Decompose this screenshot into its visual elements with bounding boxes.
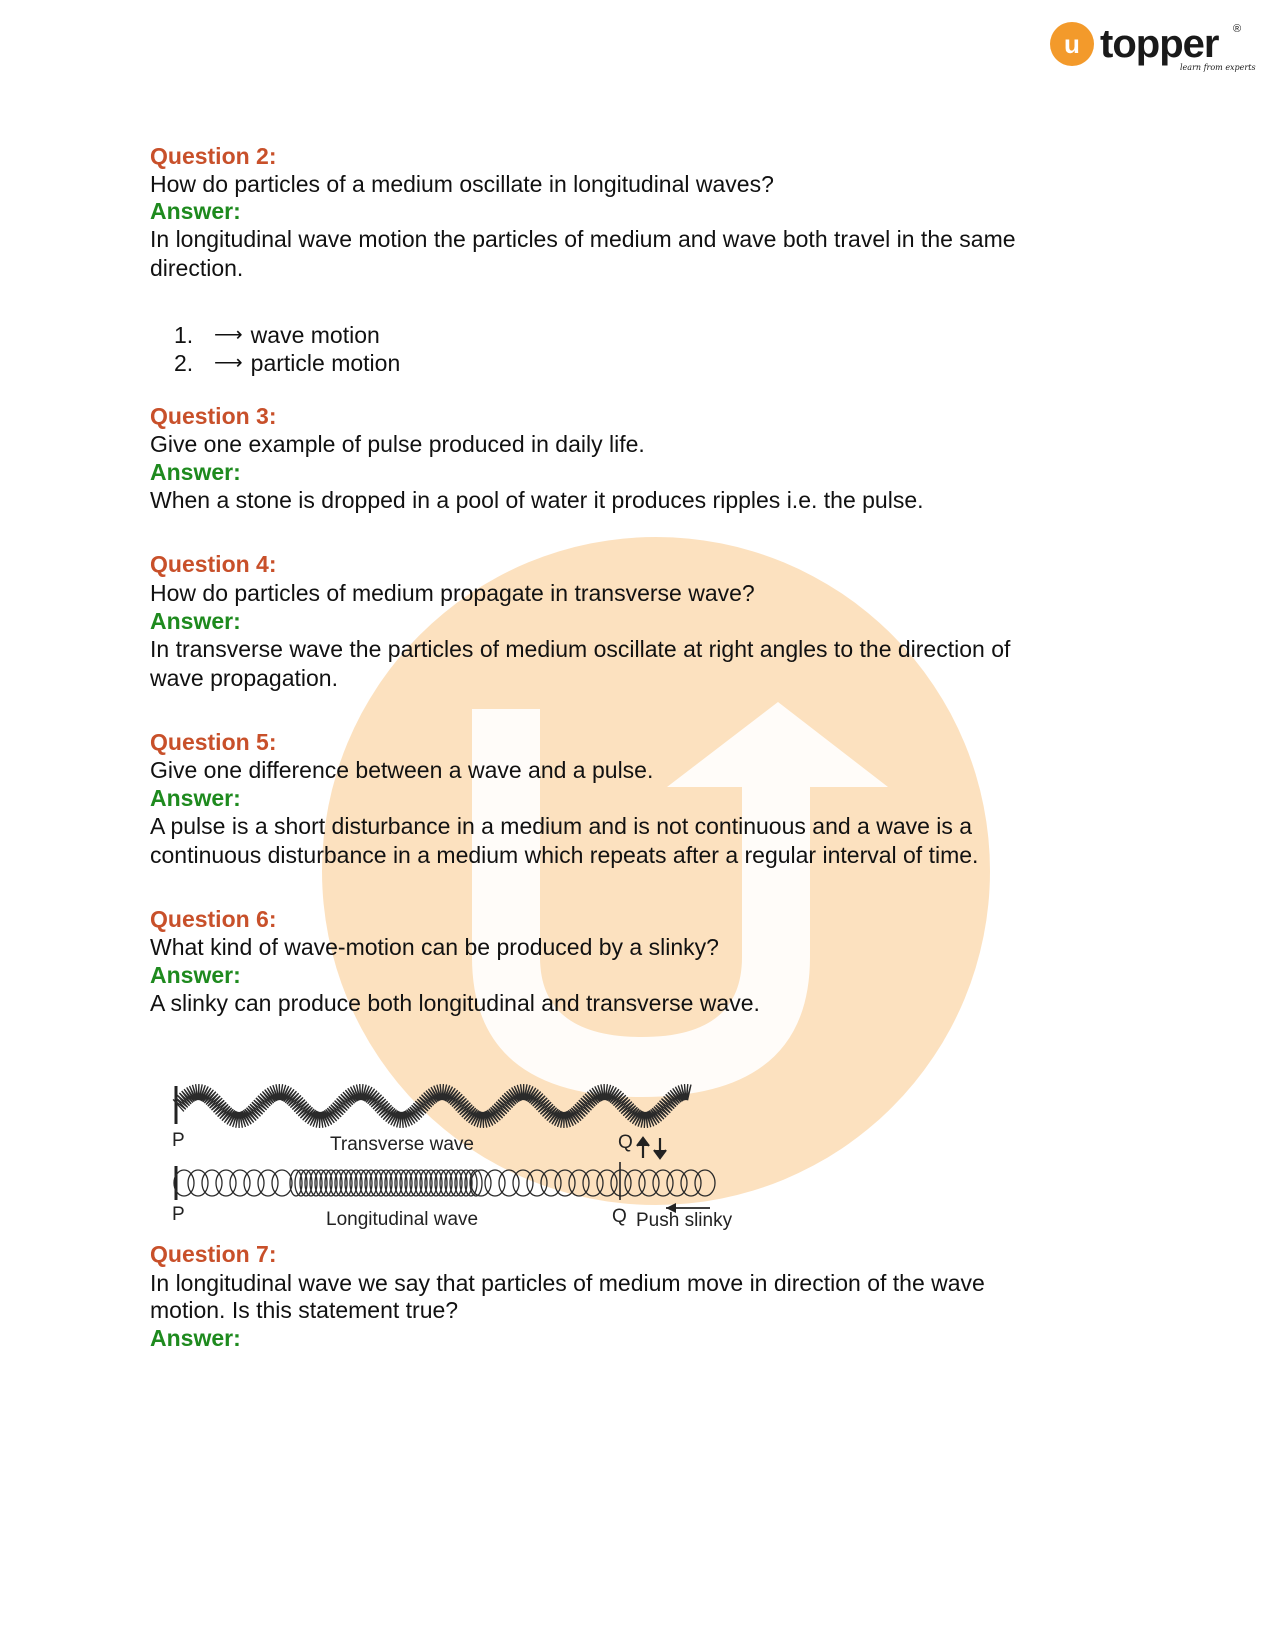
transverse-q-label: Q	[618, 1132, 633, 1153]
logo-tagline: learn from experts	[1180, 63, 1256, 72]
longitudinal-q-label: Q	[612, 1206, 627, 1227]
push-slinky-label: Push slinky	[636, 1210, 733, 1231]
right-arrow-icon: ⟶	[214, 352, 241, 374]
list-item	[174, 348, 400, 378]
answer-6-line-1: A slinky can produce both longitudinal and transverse wave.	[150, 990, 760, 1016]
longitudinal-wave-label: Longitudinal wave	[326, 1209, 479, 1230]
up-down-arrow-icon	[637, 1138, 666, 1158]
answer-4-label: Answer:	[150, 608, 241, 634]
longitudinal-p-label: P	[172, 1204, 185, 1225]
slinky-coil	[695, 1170, 715, 1196]
list-number: 2.	[174, 350, 194, 376]
question-2-text: How do particles of a medium oscillate in longitudinal waves?	[150, 171, 774, 197]
answer-4-line-2: wave propagation.	[150, 665, 338, 691]
question-3-text: Give one example of pulse produced in daily life.	[150, 431, 645, 457]
question-2-label: Question 2:	[150, 143, 277, 169]
question-7-label: Question 7:	[150, 1241, 277, 1267]
list-number: 1.	[174, 322, 194, 348]
answer-5-line-1: A pulse is a short disturbance in a medium and is not continuous and a wave is a	[150, 813, 973, 839]
answer-2-label: Answer:	[150, 198, 241, 224]
question-4-label: Question 4:	[150, 551, 277, 577]
question-5-label: Question 5:	[150, 729, 277, 755]
longitudinal-slinky	[174, 1170, 715, 1196]
right-arrow-icon: ⟶	[214, 324, 241, 346]
question-5-text: Give one difference between a wave and a pulse.	[150, 757, 654, 783]
answer-5-line-2: continuous disturbance in a medium which repeats after a regular interval of time.	[150, 842, 979, 868]
transverse-slinky	[173, 1084, 691, 1128]
list-text: particle motion	[250, 350, 401, 376]
answer-3-line-1: When a stone is dropped in a pool of water it produces ripples i.e. the pulse.	[150, 487, 924, 513]
answer-7-label: Answer:	[150, 1325, 241, 1351]
question-7-line-1: In longitudinal wave we say that particles of medium move in direction of the wave	[150, 1270, 985, 1296]
question-7-line-2: motion. Is this statement true?	[150, 1297, 459, 1323]
question-6-text: What kind of wave-motion can be produced by a slinky?	[150, 934, 719, 960]
topper-logo	[1050, 20, 1256, 80]
answer-6-label: Answer:	[150, 962, 241, 988]
logo-letter: u	[1064, 29, 1080, 59]
question-3-label: Question 3:	[150, 403, 277, 429]
transverse-p-label: P	[172, 1130, 185, 1151]
question-4-text: How do particles of medium propagate in transverse wave?	[150, 580, 755, 606]
list-item	[174, 320, 380, 350]
list-text: wave motion	[250, 322, 380, 348]
answer-2-line-1: In longitudinal wave motion the particles of medium and wave both travel in the same	[150, 226, 1016, 252]
registered-mark: ®	[1233, 23, 1242, 35]
answer-5-label: Answer:	[150, 785, 241, 811]
slinky-coil	[272, 1170, 292, 1196]
question-6-label: Question 6:	[150, 906, 277, 932]
logo-wordmark: topper	[1100, 22, 1219, 66]
answer-4-line-1: In transverse wave the particles of medium oscillate at right angles to the direction of	[150, 636, 1011, 662]
transverse-wave-label: Transverse wave	[330, 1134, 474, 1155]
slinky-diagram	[150, 1068, 790, 1238]
answer-2-line-2: direction.	[150, 255, 244, 281]
answer-3-label: Answer:	[150, 459, 241, 485]
